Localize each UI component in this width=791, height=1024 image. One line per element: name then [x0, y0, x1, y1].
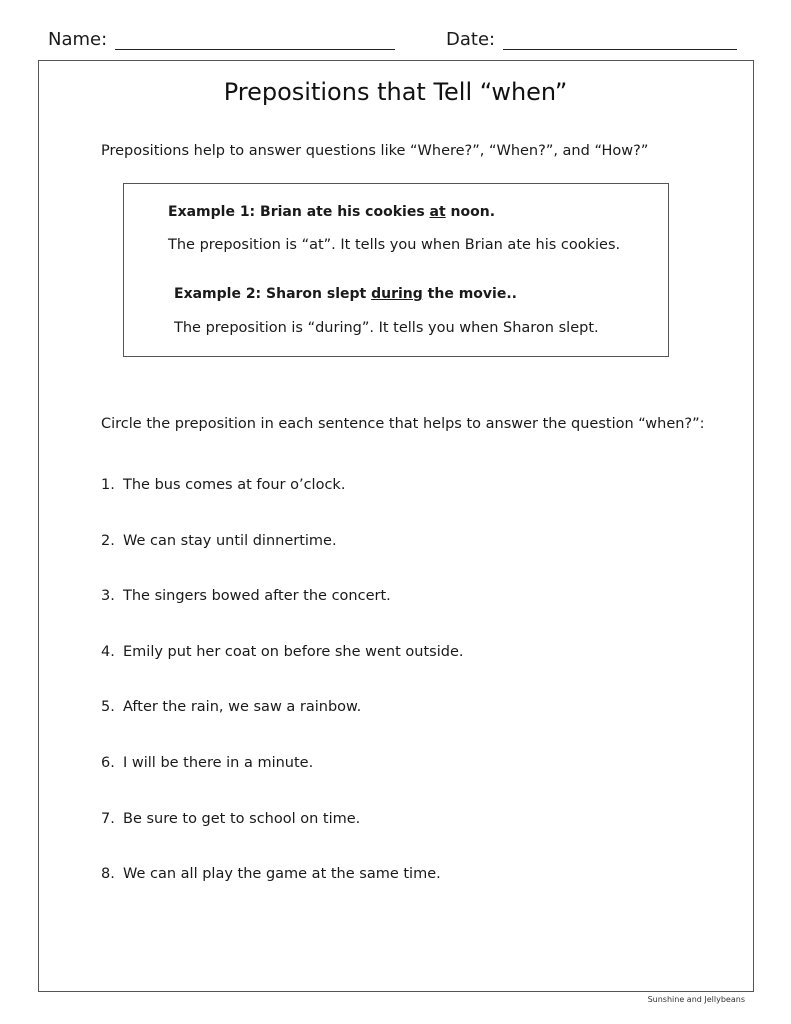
- page-title: Prepositions that Tell “when”: [223, 78, 568, 106]
- question-item: [101, 588, 391, 604]
- example-1-description: The preposition is “at”. It tells you when Brian ate his cookies.: [168, 237, 621, 253]
- example-2-title-end: the movie..: [422, 286, 517, 302]
- question-number: 5.: [101, 699, 115, 715]
- date-label: Date:: [446, 29, 496, 50]
- question-number: 3.: [101, 588, 115, 604]
- example-1-title: [168, 204, 495, 220]
- question-text[interactable]: We can all play the game at the same time.: [123, 866, 441, 882]
- question-item: [101, 811, 360, 827]
- footer-credit: Sunshine and Jellybeans: [647, 995, 745, 1004]
- instructions-text: Circle the preposition in each sentence that helps to answer the question “when?”:: [101, 416, 705, 432]
- example-2-title-start: Example 2: Sharon slept: [174, 286, 372, 302]
- question-text[interactable]: The singers bowed after the concert.: [123, 588, 391, 604]
- example-1-title-end: noon.: [445, 204, 496, 220]
- question-item: [101, 755, 313, 771]
- date-field[interactable]: [446, 29, 737, 50]
- question-item: [101, 866, 441, 882]
- question-item: [101, 533, 337, 549]
- question-text[interactable]: Be sure to get to school on time.: [123, 811, 361, 827]
- question-number: 8.: [101, 866, 115, 882]
- question-item: [101, 477, 345, 493]
- question-item: [101, 699, 361, 715]
- question-number: 7.: [101, 811, 115, 827]
- example-2-preposition: during: [371, 286, 423, 302]
- example-1-title-start: Example 1: Brian ate his cookies: [168, 204, 430, 220]
- question-text[interactable]: I will be there in a minute.: [123, 755, 314, 771]
- question-number: 6.: [101, 755, 115, 771]
- name-blank-line[interactable]: [115, 31, 395, 50]
- question-text[interactable]: The bus comes at four o’clock.: [123, 477, 346, 493]
- question-number: 2.: [101, 533, 115, 549]
- date-blank-line[interactable]: [503, 31, 737, 50]
- question-text[interactable]: Emily put her coat on before she went outside.: [123, 644, 464, 660]
- name-label: Name:: [48, 29, 108, 50]
- question-text[interactable]: We can stay until dinnertime.: [123, 533, 337, 549]
- name-field[interactable]: [48, 29, 395, 50]
- example-2-title: [174, 286, 517, 302]
- intro-text: Prepositions help to answer questions like “Where?”, “When?”, and “How?”: [101, 143, 649, 159]
- example-1-preposition: at: [429, 204, 446, 220]
- question-item: [101, 644, 463, 660]
- question-number: 4.: [101, 644, 115, 660]
- example-2-description: The preposition is “during”. It tells you when Sharon slept.: [174, 320, 599, 336]
- question-text[interactable]: After the rain, we saw a rainbow.: [123, 699, 362, 715]
- question-number: 1.: [101, 477, 115, 493]
